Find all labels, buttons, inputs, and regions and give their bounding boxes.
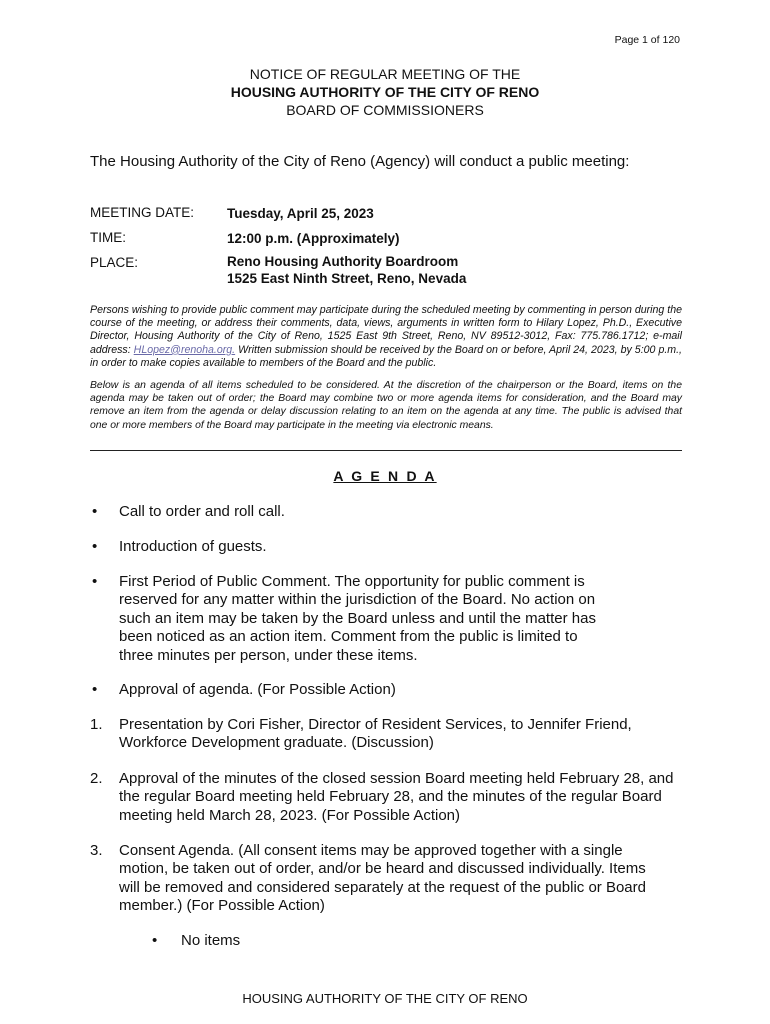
agenda-item-text: Call to order and roll call. xyxy=(119,503,285,520)
agenda-item-text: First Period of Public Comment. The opportunity for public comment is reserved for any matter within the jurisdiction of the Board. No action on such an item may be taken by the Board unless and until the matter has been noticed as an action item. Comment from the public is limited to three minutes per person, under these items. xyxy=(119,573,596,664)
place-line-2: 1525 East Ninth Street, Reno, Nevada xyxy=(227,271,467,286)
bullet-marker: • xyxy=(92,503,98,520)
title-line-1: NOTICE OF REGULAR MEETING OF THE xyxy=(249,66,521,82)
agenda-item-text: Approval of agenda. (For Possible Action) xyxy=(119,681,396,698)
meeting-date-label: MEETING DATE: xyxy=(90,205,195,220)
page-footer: HOUSING AUTHORITY OF THE CITY OF RENO xyxy=(242,991,528,1006)
agenda-heading: A G E N D A xyxy=(333,468,437,484)
title-line-3: BOARD OF COMMISSIONERS xyxy=(286,102,484,118)
public-comment-paragraph xyxy=(90,304,682,370)
page-number: Page 1 of 120 xyxy=(614,34,680,46)
time-label: TIME: xyxy=(90,230,126,245)
title-line-2: HOUSING AUTHORITY OF THE CITY OF RENO xyxy=(230,84,540,100)
item-number: 3. xyxy=(90,842,103,859)
comment-text-after-link: Written submission should be received by the Board on or before, April 24, 2023, by 5:00 p.m., in order to make copies available to members of the Board and the public. xyxy=(90,343,682,369)
meeting-date-value: Tuesday, April 25, 2023 xyxy=(227,206,374,221)
agenda-item-text: Presentation by Cori Fisher, Director of Resident Services, to Jennifer Friend, Workforce Development graduate. (Discussion) xyxy=(119,716,632,752)
item-number: 1. xyxy=(90,716,103,733)
place-label: PLACE: xyxy=(90,255,139,270)
agenda-item-text: Introduction of guests. xyxy=(119,538,267,555)
agenda-notice-paragraph: Below is an agenda of all items scheduled to be considered. At the discretion of the chairperson or the Board, items on the agenda may be taken out of order; the Board may combine two or more agenda items for consideration, and the Board may remove an item from the agenda or delay discussion relating to an item on the agenda at any time. The public is advised that one or more members of the Board may participate in the meeting via electronic means. xyxy=(90,380,682,431)
divider-line xyxy=(90,450,682,451)
time-value: 12:00 p.m. (Approximately) xyxy=(227,231,400,246)
notice-title xyxy=(0,65,770,119)
item-number: 2. xyxy=(90,770,103,787)
place-value xyxy=(227,253,466,287)
place-line-1: Reno Housing Authority Boardroom xyxy=(227,254,459,269)
intro-sentence: The Housing Authority of the City of Reno (Agency) will conduct a public meeting: xyxy=(90,153,630,170)
comment-text-before-link: Persons wishing to provide public comment may participate during the scheduled meeting by commenting in person during the course of the meeting, or address their comments, data, views, arguments in written form to Hilary Lopez, Ph.D., Executive Director, Housing Authority of the City of Reno, 1525 East 9th Street, Reno, NV 89512-3012, Fax: 775.786.1712; e-mail address: xyxy=(90,304,682,356)
bullet-marker: • xyxy=(92,538,98,555)
email-link[interactable]: HLopez@renoha.org. xyxy=(133,343,236,356)
agenda-item-text: Consent Agenda. (All consent items may be approved together with a single motion, be taken out of order, and/or be heard and discussed individually. Items will be removed and considered separately at the request of the public or Board member.) (For Possible Action) xyxy=(119,842,646,915)
agenda-item-text: Approval of the minutes of the closed session Board meeting held February 28, and the regular Board meeting held February 28, and the minutes of the regular Board meeting held March 28, 2023. (For Possible Action) xyxy=(119,770,674,824)
bullet-marker: • xyxy=(152,932,158,949)
bullet-marker: • xyxy=(92,681,98,698)
bullet-marker: • xyxy=(92,573,98,590)
sub-item-text: No items xyxy=(181,932,241,949)
